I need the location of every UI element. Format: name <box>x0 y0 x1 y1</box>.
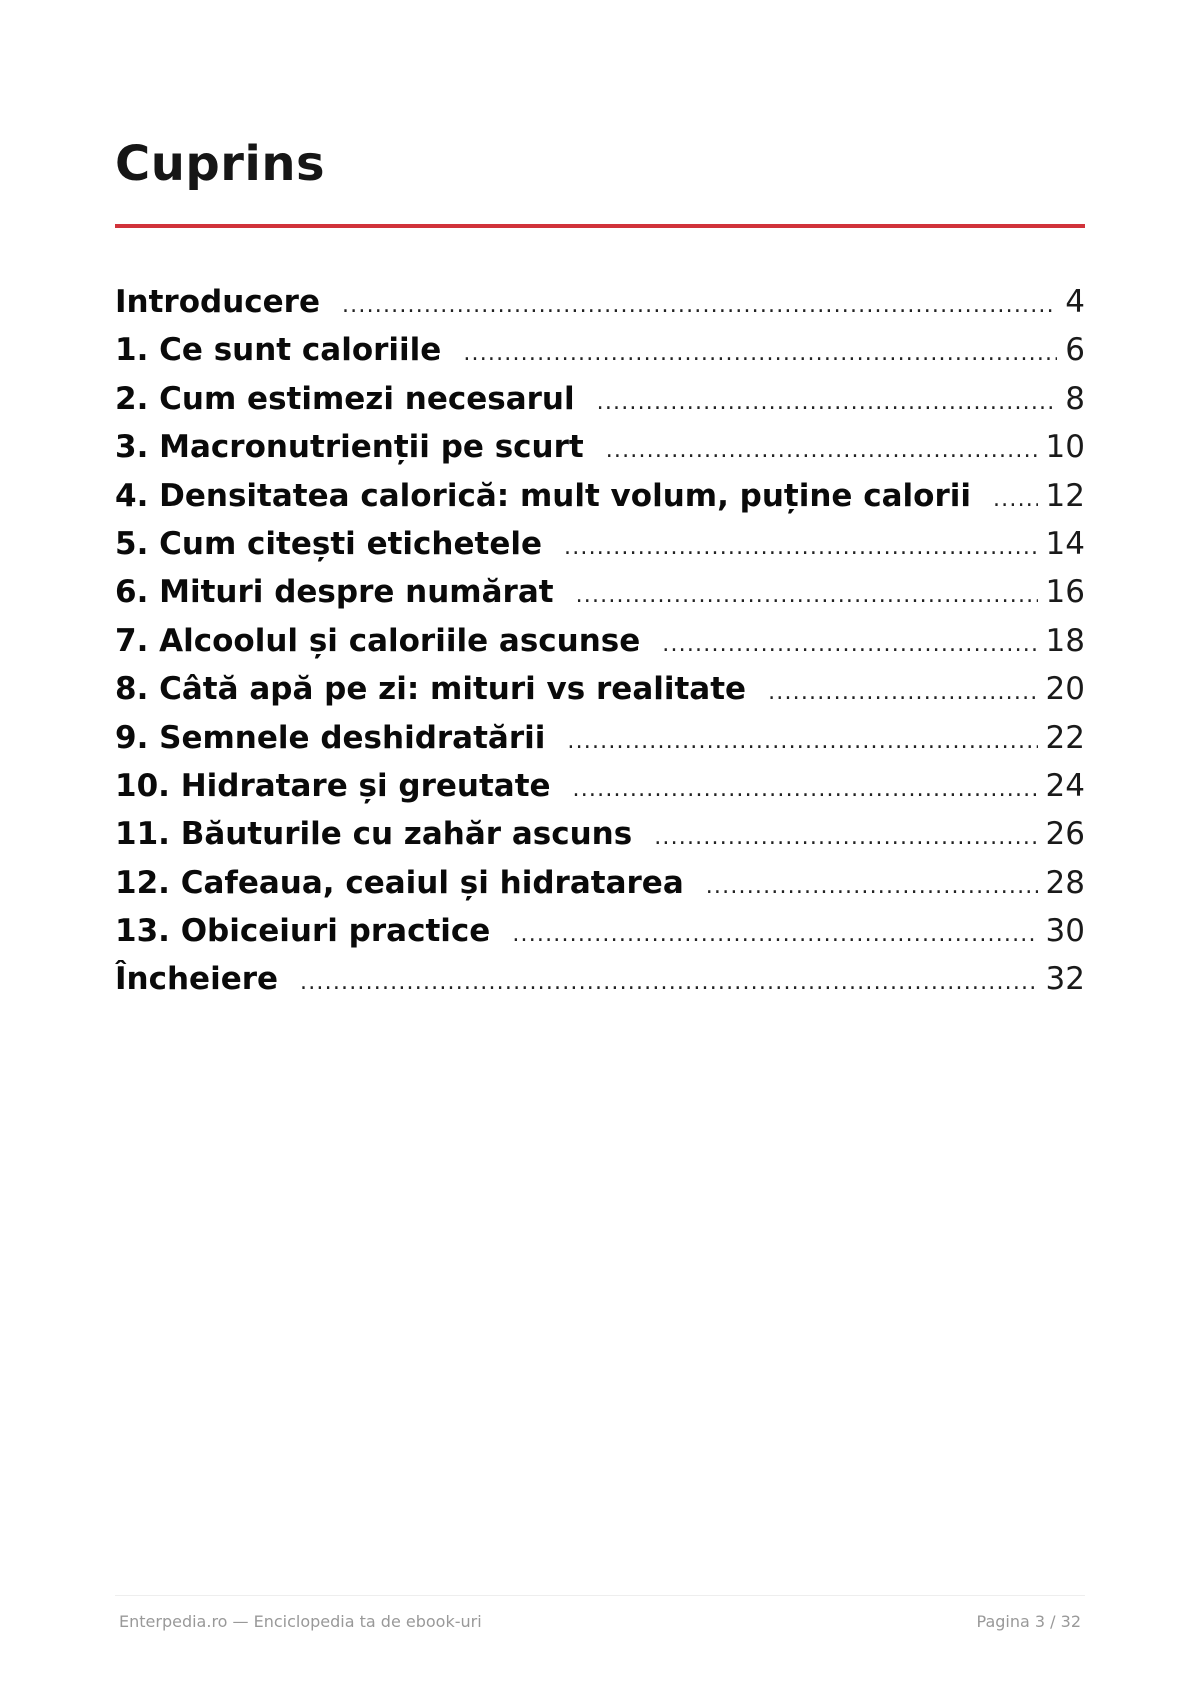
toc-entry[interactable] <box>115 472 1085 520</box>
toc-dot-leader <box>597 379 1058 427</box>
toc-entry[interactable] <box>115 326 1085 374</box>
toc-entry[interactable] <box>115 520 1085 568</box>
toc-dot-leader <box>300 959 1038 1007</box>
toc-dot-leader <box>342 282 1057 330</box>
toc-entry-title[interactable]: 9. Semnele deshidratării <box>115 719 546 756</box>
toc-page-number: 28 <box>1045 864 1085 901</box>
title-divider <box>115 224 1085 228</box>
toc-dot-leader <box>993 476 1038 524</box>
toc-entry[interactable] <box>115 810 1085 858</box>
table-of-contents <box>115 278 1085 1004</box>
toc-entry[interactable] <box>115 423 1085 471</box>
toc-entry-title[interactable]: 6. Mituri despre numărat <box>115 574 554 611</box>
toc-page-number: 16 <box>1045 574 1085 611</box>
toc-entry[interactable] <box>115 665 1085 713</box>
footer-site-credit: Enterpedia.ro — Enciclopedia ta de ebook-uri <box>119 1612 482 1631</box>
toc-page-number: 12 <box>1045 477 1085 514</box>
toc-dot-leader <box>463 330 1057 378</box>
toc-entry[interactable] <box>115 762 1085 810</box>
toc-dot-leader <box>573 766 1038 814</box>
footer-divider <box>115 1595 1085 1596</box>
toc-entry-title[interactable]: 1. Ce sunt caloriile <box>115 332 442 369</box>
toc-dot-leader <box>567 718 1037 766</box>
toc-entry-title[interactable]: 7. Alcoolul și caloriile ascunse <box>115 622 641 659</box>
toc-dot-leader <box>606 427 1038 475</box>
toc-dot-leader <box>654 814 1037 862</box>
toc-page-number: 32 <box>1045 961 1085 998</box>
toc-entry[interactable] <box>115 955 1085 1003</box>
toc-page-number: 10 <box>1045 429 1085 466</box>
toc-entry-title[interactable]: 12. Cafeaua, ceaiul și hidratarea <box>115 864 684 901</box>
toc-dot-leader <box>662 621 1037 669</box>
toc-entry-title[interactable]: 11. Băuturile cu zahăr ascuns <box>115 816 633 853</box>
toc-page-number: 30 <box>1045 913 1085 950</box>
toc-entry[interactable] <box>115 617 1085 665</box>
toc-entry[interactable] <box>115 375 1085 423</box>
toc-entry-title[interactable]: 2. Cum estimezi necesarul <box>115 380 575 417</box>
toc-dot-leader <box>564 524 1038 572</box>
toc-entry-title[interactable]: 5. Cum citești etichetele <box>115 525 543 562</box>
toc-page-number: 20 <box>1045 671 1085 708</box>
toc-entry-title[interactable]: 13. Obiceiuri practice <box>115 913 491 950</box>
toc-dot-leader <box>512 911 1037 959</box>
toc-page-number: 8 <box>1065 380 1085 417</box>
toc-page-number: 4 <box>1065 284 1085 320</box>
toc-page-number: 6 <box>1065 332 1085 369</box>
toc-dot-leader <box>576 572 1038 620</box>
toc-dot-leader <box>706 863 1038 911</box>
toc-entry-title[interactable]: Introducere <box>115 284 320 320</box>
toc-entry[interactable] <box>115 278 1085 326</box>
toc-entry[interactable] <box>115 714 1085 762</box>
toc-page-number: 14 <box>1045 525 1085 562</box>
toc-entry-title[interactable]: 3. Macronutrienții pe scurt <box>115 429 584 466</box>
toc-page-number: 18 <box>1045 622 1085 659</box>
toc-entry-title[interactable]: Încheiere <box>115 961 279 998</box>
toc-entry[interactable] <box>115 859 1085 907</box>
toc-entry[interactable] <box>115 568 1085 616</box>
toc-entry-title[interactable]: 10. Hidratare și greutate <box>115 767 551 804</box>
toc-entry-title[interactable]: 8. Câtă apă pe zi: mituri vs realitate <box>115 671 747 708</box>
toc-entry[interactable] <box>115 907 1085 955</box>
toc-page-number: 24 <box>1045 767 1085 804</box>
footer-page-indicator: Pagina 3 / 32 <box>976 1612 1081 1631</box>
toc-page-number: 22 <box>1045 719 1085 756</box>
toc-dot-leader <box>768 669 1037 717</box>
page-title: Cuprins <box>115 136 326 192</box>
toc-entry-title[interactable]: 4. Densitatea calorică: mult volum, puține calorii <box>115 477 971 514</box>
toc-page-number: 26 <box>1045 816 1085 853</box>
